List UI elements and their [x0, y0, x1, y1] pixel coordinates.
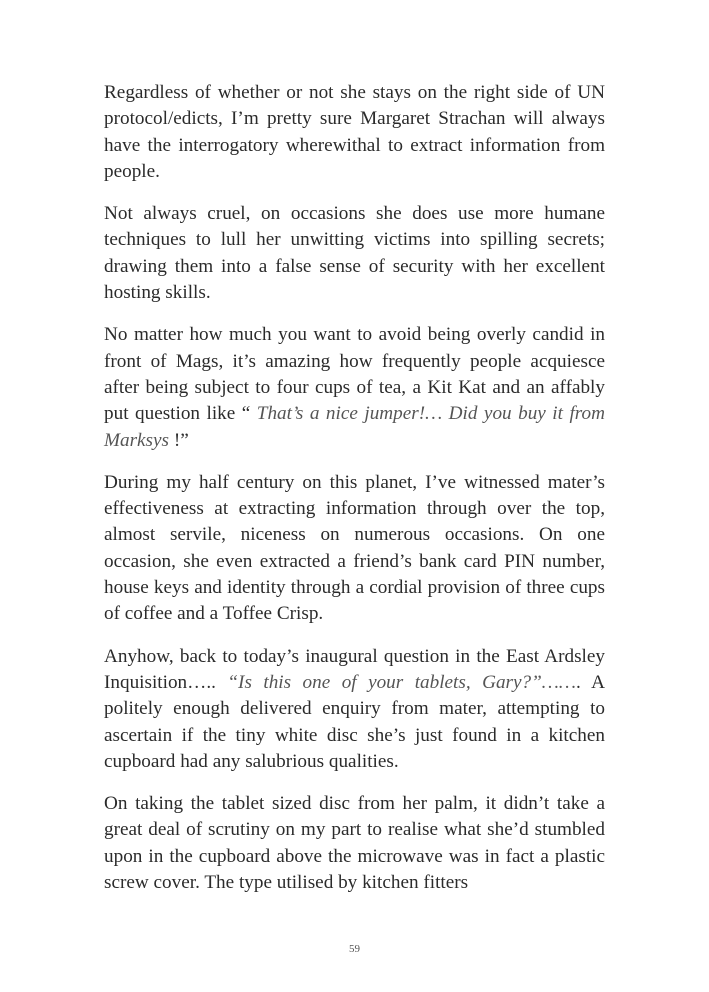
paragraph-2: Not always cruel, on occasions she does use more humane techniques to lull her unwitting victims into spilling secrets; drawing them into a false sense of security with her excellent hosting skills.	[104, 203, 605, 304]
paragraph-3-text: No matter how much you want to avoid being overly candid in front of Mags, it’s amazing how frequently people acquiesce after being subject to four cups of tea, a Kit Kat and an affably put question like “	[104, 324, 605, 425]
paragraph-5-end: . A politely enough delivered enquiry from mater, attempting to ascertain if the tiny white disc she’s just found in a kitchen cupboard had any salubrious qualities.	[104, 671, 605, 772]
paragraph-3	[104, 322, 605, 453]
body-text	[104, 80, 605, 912]
paragraph-3-end: !”	[169, 429, 189, 451]
paragraph-5	[104, 644, 605, 775]
paragraph-4: During my half century on this planet, I’ve witnessed mater’s effectiveness at extracting information through over the top, almost servile, niceness on numerous occasions. On one occasion, she even extracted a friend’s bank card PIN number, house keys and identity through a cordial provision of three cups of coffee and a Toffee Crisp.	[104, 471, 605, 625]
paragraph-5-text: Anyhow, back to today’s inaugural question in the East Ardsley Inquisition…..	[104, 645, 605, 693]
paragraph-1: Regardless of whether or not she stays on the right side of UN protocol/edicts, I’m pretty sure Margaret Strachan will always have the interrogatory wherewithal to extract information from people.	[104, 82, 605, 182]
page-number: 59	[349, 943, 360, 955]
paragraph-3-quote: That’s a nice jumper!… Did you buy it from Marksys	[104, 403, 605, 451]
paragraph-6: On taking the tablet sized disc from her palm, it didn’t take a great deal of scrutiny on my part to realise what she’d stumbled upon in the cupboard above the microwave was in fact a plastic screw cover. The type utilised by kitchen fitters	[104, 793, 605, 894]
paragraph-5-quote: “Is this one of your tablets, Gary?”……	[227, 671, 576, 693]
